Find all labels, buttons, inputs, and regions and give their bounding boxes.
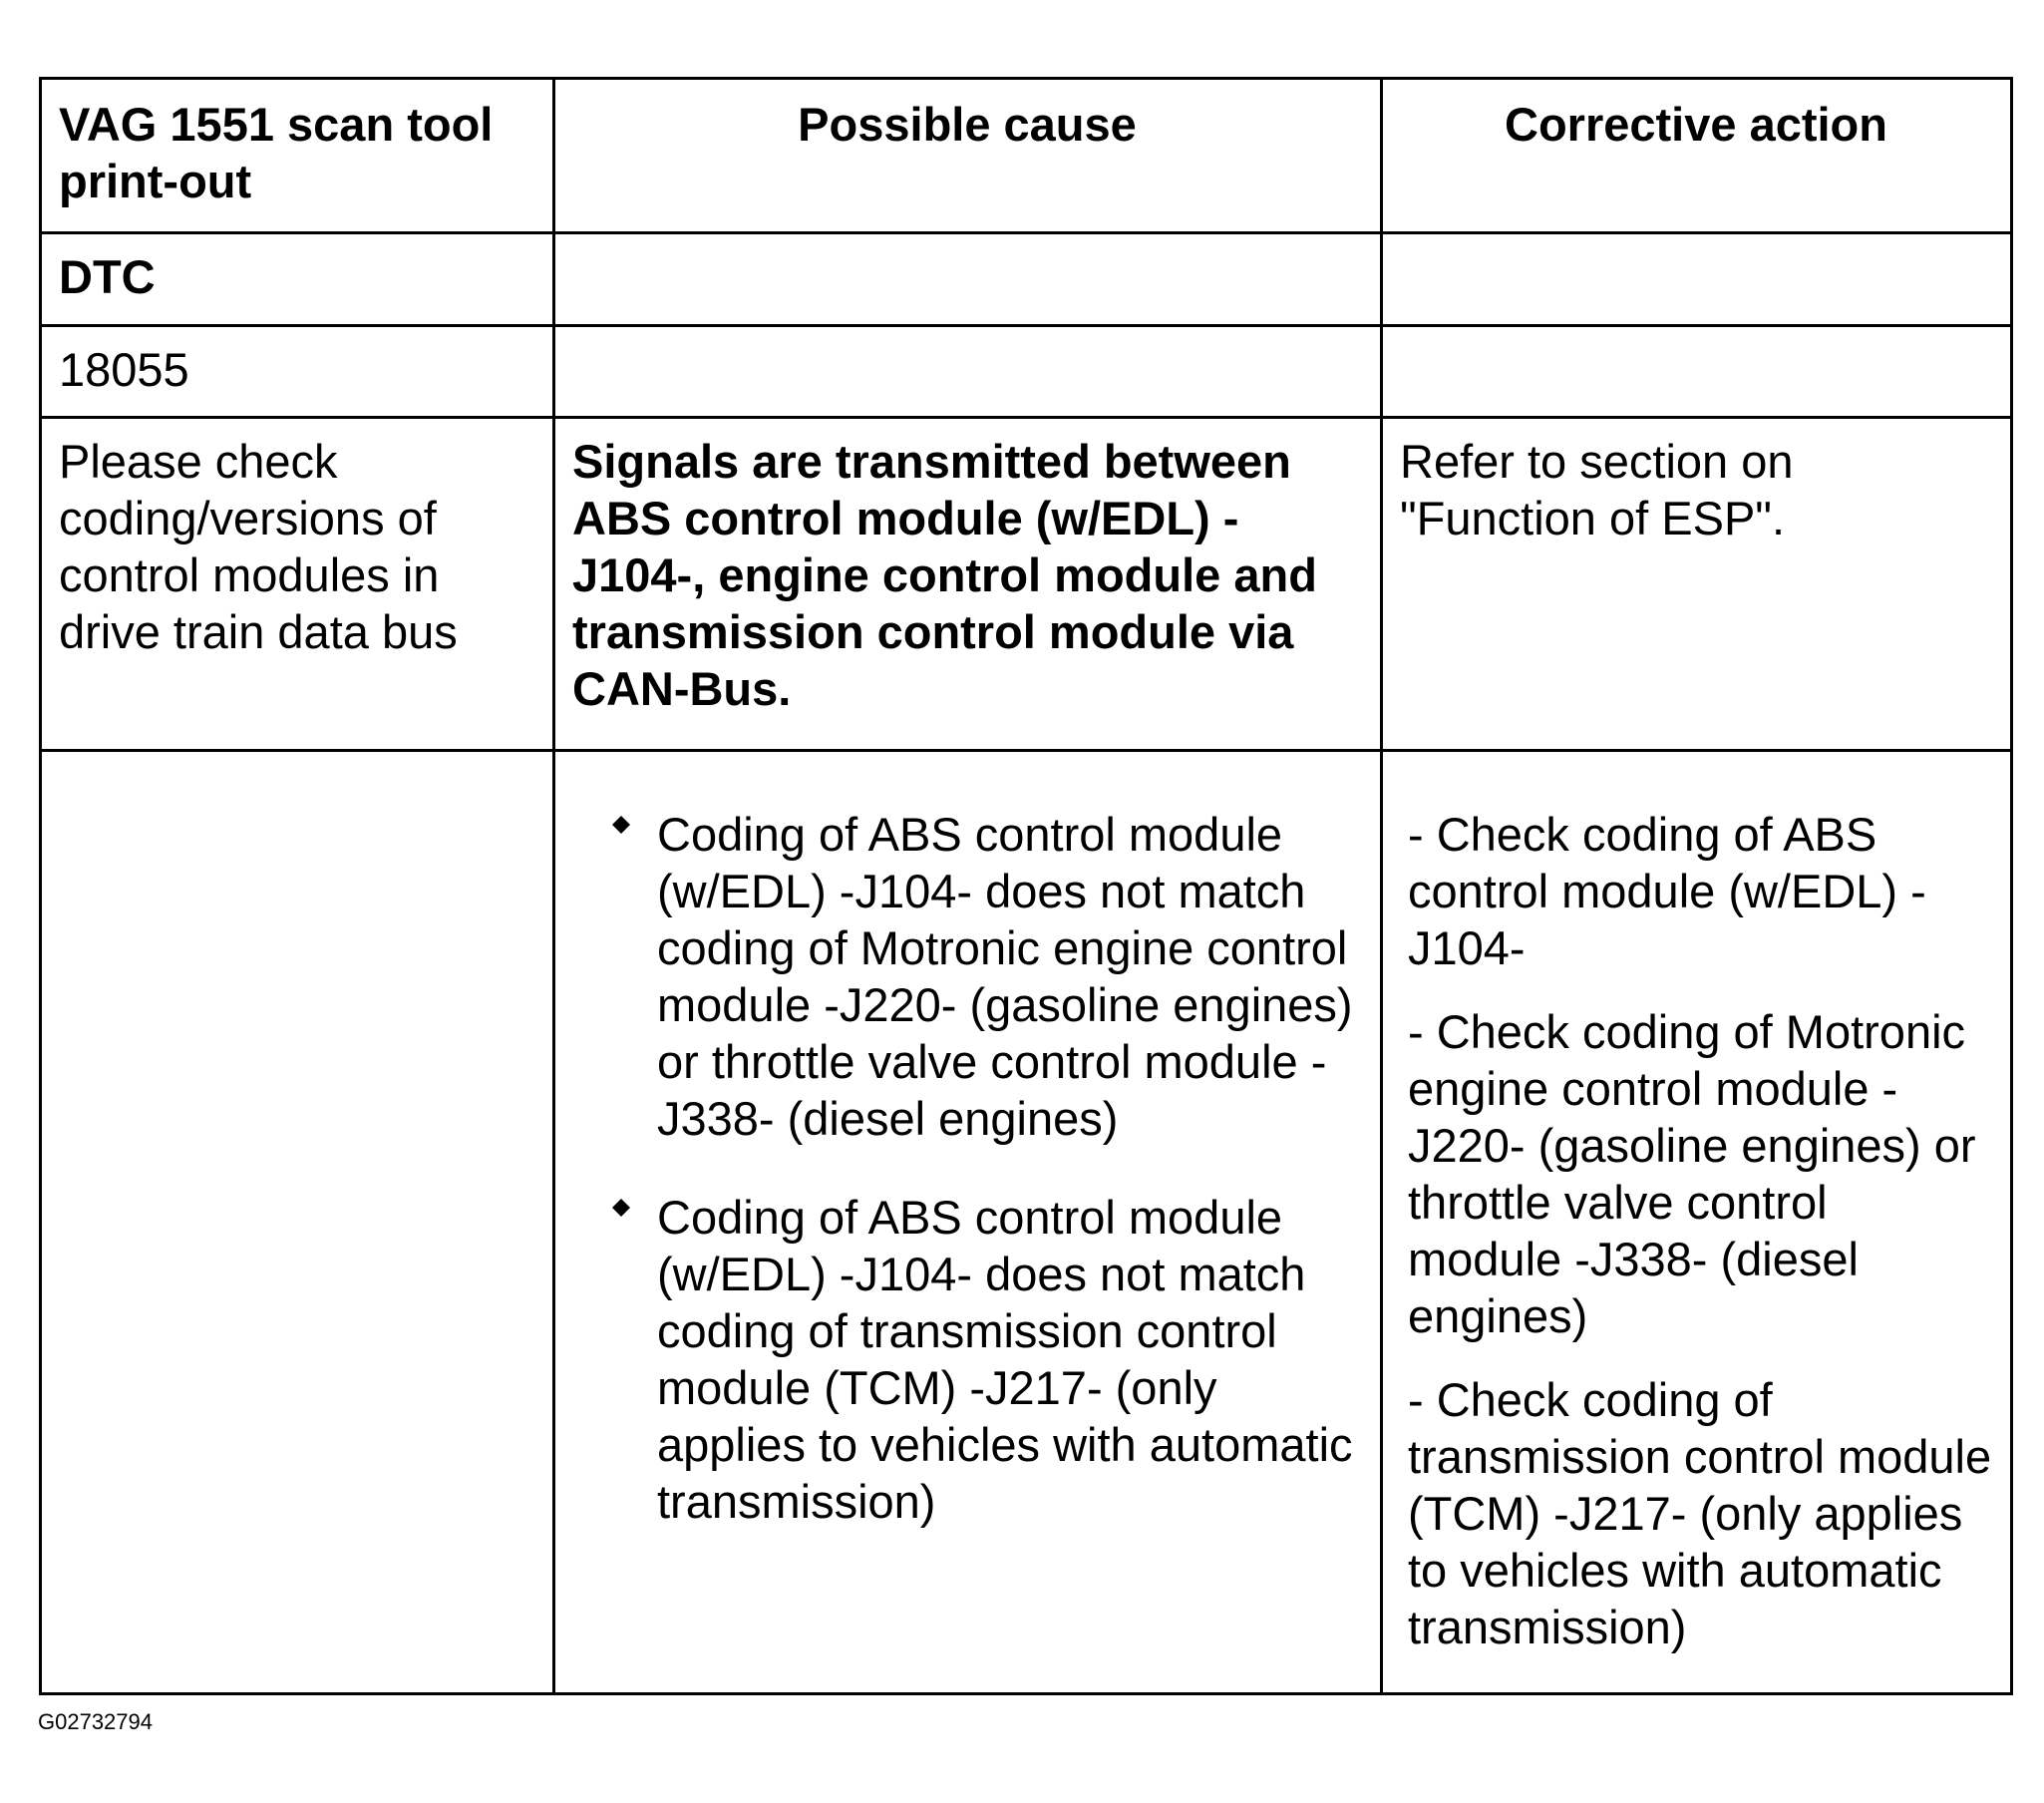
cause-text: Coding of ABS control module (w/EDL) -J104- does not match coding of transmission control module (TCM) -J217- (only applies to vehicles with automatic transmission) [657, 1191, 1353, 1528]
causes-cell [554, 751, 1382, 1694]
action-item: - Check coding of ABS control module (w/EDL) -J104- [1408, 808, 1926, 974]
fault-description-row [41, 418, 2012, 751]
action-item: - Check coding of Motronic engine control module -J220- (gasoline engines) or throttle valve control module -J338- (diesel engines) [1408, 1005, 1976, 1342]
figure-id: G02732794 [38, 1709, 153, 1734]
header-row [41, 79, 2012, 233]
empty-cell [1382, 326, 2012, 418]
actions-cell [1382, 751, 2012, 1694]
empty-cell [554, 326, 1382, 418]
empty-cell [41, 751, 554, 1694]
cause-item [624, 806, 1362, 1147]
cause-list [572, 806, 1362, 1530]
detail-row [41, 751, 2012, 1694]
empty-cell [1382, 233, 2012, 326]
diamond-bullet-icon [612, 1199, 630, 1217]
empty-cell [554, 233, 1382, 326]
fault-text: Please check coding/versions of control modules in drive train data bus [41, 418, 554, 751]
dtc-code-row [41, 326, 2012, 418]
cause-summary: Signals are transmitted between ABS control module (w/EDL) -J104-, engine control module and transmission control module via CAN-Bus. [554, 418, 1382, 751]
action-list [1408, 806, 1992, 1655]
diagnostic-table [39, 77, 2013, 1695]
header-corrective-action: Corrective action [1382, 79, 2012, 233]
cause-item [624, 1189, 1362, 1530]
dtc-label-row [41, 233, 2012, 326]
diamond-bullet-icon [612, 816, 630, 834]
dtc-code: 18055 [41, 326, 554, 418]
action-item: - Check coding of transmission control module (TCM) -J217- (only applies to vehicles with automatic transmission) [1408, 1373, 1992, 1653]
dtc-label: DTC [41, 233, 554, 326]
cause-text: Coding of ABS control module (w/EDL) -J104- does not match coding of Motronic engine control module -J220- (gasoline engines) or throttle valve control module -J338- (diesel engines) [657, 808, 1353, 1145]
header-scan-tool-printout: VAG 1551 scan tool print-out [41, 79, 554, 233]
header-possible-cause: Possible cause [554, 79, 1382, 233]
action-summary: Refer to section on "Function of ESP". [1382, 418, 2012, 751]
